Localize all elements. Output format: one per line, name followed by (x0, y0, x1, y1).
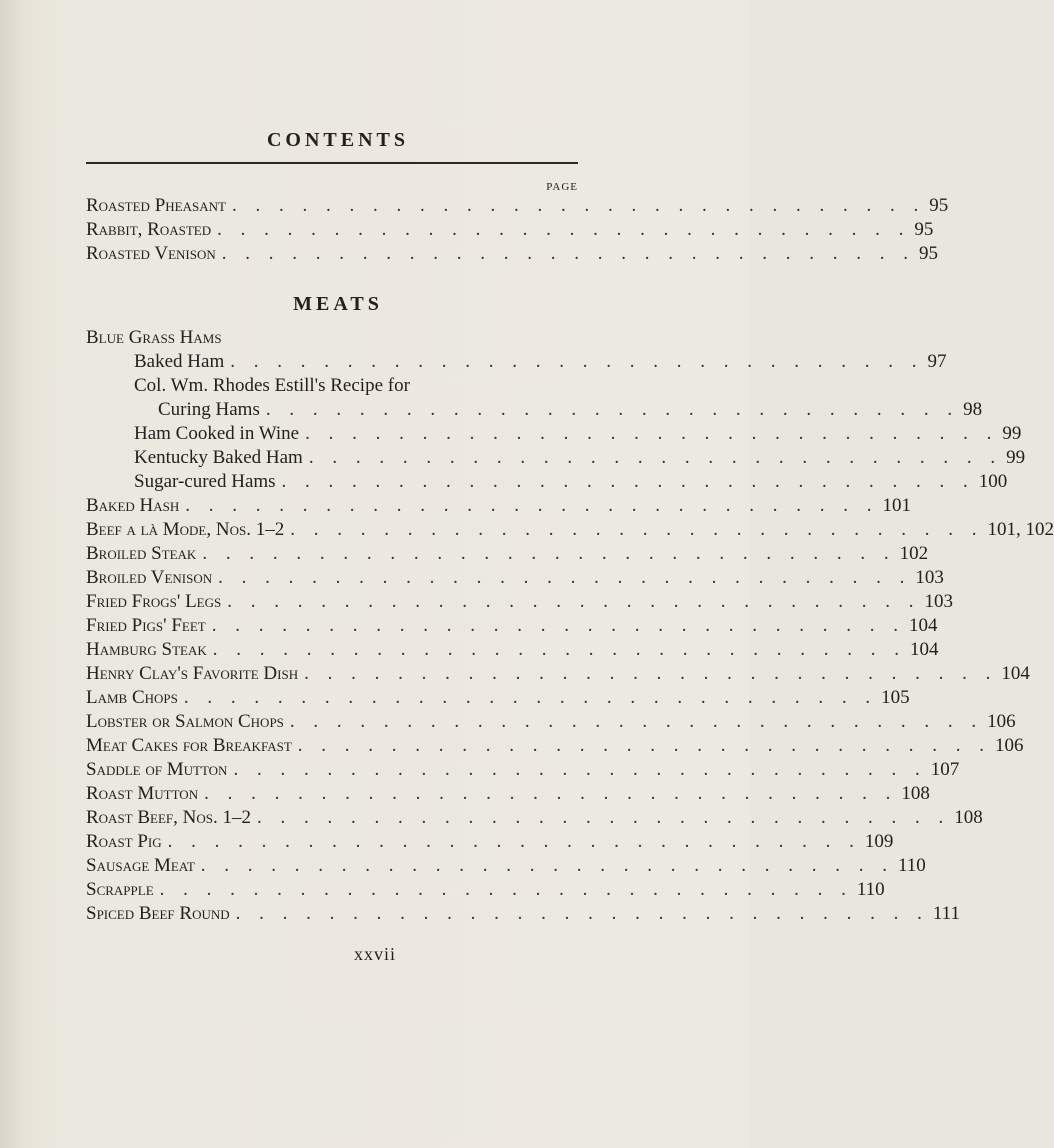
page-folio: xxvii (353, 944, 396, 964)
leader-dots: . . . . . . . . . . . . . . . . . . . . . . . . . . . . . . (233, 759, 927, 780)
leader-dots: . . . . . . . . . . . . . . . . . . . . . . . . . . . . . . (218, 567, 912, 588)
list-item (86, 830, 894, 854)
list-item (86, 218, 934, 242)
entry-title: Lobster or Salmon Chops (86, 711, 284, 732)
entry-title: Ham Cooked in Wine (134, 423, 300, 444)
entry-title: Roasted Pheasant (86, 195, 226, 216)
leader-dots: . . . . . . . . . . . . . . . . . . . . . . . . . . . . . . (235, 903, 929, 924)
list-item (86, 638, 939, 662)
entry-title: Roasted Venison (86, 243, 216, 264)
list-item (86, 734, 1024, 758)
list-item (86, 494, 912, 518)
group-title: Blue Grass Hams (86, 327, 222, 348)
entry-title: Hamburg Steak (86, 639, 207, 660)
list-item (86, 614, 938, 638)
list-item (86, 902, 960, 926)
entry-page: 106 (987, 711, 1016, 732)
leader-dots: . . . . . . . . . . . . . . . . . . . . . . . . . . . . . . (217, 219, 911, 240)
entry-title: Broiled Steak (86, 543, 197, 564)
leader-dots: . . . . . . . . . . . . . . . . . . . . . . . . . . . . . . (304, 663, 998, 684)
leader-dots: . . . . . . . . . . . . . . . . . . . . . . . . . . . . . . (200, 855, 895, 876)
entry-title: Beef a là Mode, Nos. 1–2 (86, 519, 285, 540)
entry-page: 99 (1006, 447, 1026, 468)
entry-page: 109 (864, 831, 894, 852)
entry-page: 104 (910, 639, 939, 660)
entry-title: Rabbit, Roasted (86, 219, 212, 240)
entry-page: 98 (963, 399, 983, 420)
entry-title: Roast Pig (86, 831, 162, 852)
entry-title: Spiced Beef Round (86, 903, 230, 924)
entry-page: 101, 102 (987, 519, 1054, 540)
entry-page: 97 (927, 351, 947, 372)
list-item (86, 758, 960, 782)
leader-dots: . . . . . . . . . . . . . . . . . . . . . . . . . . . . . . (211, 615, 905, 636)
list-item (86, 854, 926, 878)
entry-title: Kentucky Baked Ham (134, 447, 303, 468)
leader-dots: . . . . . . . . . . . . . . . . . . . . . . . . . . . . . . (281, 471, 975, 492)
meats-entries (86, 326, 1026, 494)
leader-dots: . . . . . . . . . . . . . . . . . . . . . . . . . . . . . . (305, 423, 999, 444)
entry-page: 107 (930, 759, 960, 780)
contents-column (86, 124, 1054, 926)
leader-dots: . . . . . . . . . . . . . . . . . . . . . . . . . . . . . . (230, 351, 924, 372)
leader-dots: . . . . . . . . . . . . . . . . . . . . . . . . . . . . . . (204, 783, 898, 804)
entry-title: Roast Mutton (86, 783, 199, 804)
leader-dots: . . . . . . . . . . . . . . . . . . . . . . . . . . . . . . (183, 687, 878, 708)
leader-dots: . . . . . . . . . . . . . . . . . . . . . . . . . . . . . . (289, 711, 984, 732)
entry-title: Saddle of Mutton (86, 759, 228, 780)
entry-page: 100 (978, 471, 1008, 492)
entry-page: 110 (898, 855, 926, 876)
heading-rule (86, 162, 578, 164)
entry-title: Sausage Meat (86, 855, 195, 876)
entry-title: Curing Hams (158, 399, 260, 420)
entry-page: 110 (856, 879, 885, 900)
leader-dots: . . . . . . . . . . . . . . . . . . . . . . . . . . . . . . (290, 519, 984, 540)
entry-page: 103 (915, 567, 944, 588)
entry-title: Roast Beef, Nos. 1–2 (86, 807, 251, 828)
entry-page: 105 (881, 687, 910, 708)
entry-page: 104 (908, 615, 938, 636)
meats-alpha-entries (86, 494, 1054, 926)
list-item (86, 662, 1030, 686)
leader-dots: . . . . . . . . . . . . . . . . . . . . . . . . . . . . . . (212, 639, 907, 660)
leader-dots: . . . . . . . . . . . . . . . . . . . . . . . . . . . . . . (297, 735, 992, 756)
list-item (86, 782, 930, 806)
list-item (86, 446, 1026, 470)
entry-title: Henry Clay's Favorite Dish (86, 663, 299, 684)
entry-page: 99 (1002, 423, 1022, 444)
entry-page: 108 (954, 807, 983, 828)
list-item (86, 878, 885, 902)
entry-title: Fried Frogs' Legs (86, 591, 222, 612)
entry-page: 95 (919, 243, 938, 264)
entry-page: 102 (899, 543, 929, 564)
entry-page: 104 (1001, 663, 1030, 684)
entry-title: Lamb Chops (86, 687, 178, 708)
leader-dots: . . . . . . . . . . . . . . . . . . . . . . . . . . . . . . (308, 447, 1003, 468)
leader-dots: . . . . . . . . . . . . . . . . . . . . . . . . . . . . . . (257, 807, 951, 828)
list-item (86, 710, 1016, 734)
list-item (86, 194, 949, 218)
leader-dots: . . . . . . . . . . . . . . . . . . . . . . . . . . . . . . (185, 495, 879, 516)
page-column-label: PAGE (546, 181, 578, 193)
group-title-row (86, 326, 578, 350)
list-item (86, 422, 1022, 446)
list-item (86, 518, 1054, 542)
meats-heading: MEATS (293, 293, 383, 315)
list-item (86, 806, 983, 830)
entry-title: Broiled Venison (86, 567, 213, 588)
leader-dots: . . . . . . . . . . . . . . . . . . . . . . . . . . . . . . (202, 543, 896, 564)
entry-title: Baked Ham (134, 351, 225, 372)
leader-dots: . . . . . . . . . . . . . . . . . . . . . . . . . . . . . . (167, 831, 861, 852)
entry-page: 106 (995, 735, 1024, 756)
entry-title: Fried Pigs' Feet (86, 615, 206, 636)
list-item (86, 374, 578, 398)
list-item (86, 242, 938, 266)
list-item (86, 542, 929, 566)
entry-page: 111 (932, 903, 960, 924)
list-item (86, 470, 1008, 494)
leader-dots: . . . . . . . . . . . . . . . . . . . . . . . . . . . . . . (227, 591, 921, 612)
list-item (86, 350, 947, 374)
entry-page: 95 (929, 195, 949, 216)
entry-title: Baked Hash (86, 495, 180, 516)
entry-page: 95 (914, 219, 934, 240)
entry-page: 101 (882, 495, 912, 516)
list-item (86, 590, 953, 614)
entry-title: Meat Cakes for Breakfast (86, 735, 292, 756)
list-item (86, 398, 983, 422)
entry-page: 108 (901, 783, 930, 804)
entry-page: 103 (924, 591, 953, 612)
list-item (86, 686, 910, 710)
contents-heading: CONTENTS (266, 129, 410, 151)
leader-dots: . . . . . . . . . . . . . . . . . . . . . . . . . . . . . . (159, 879, 853, 900)
entry-title: Sugar-cured Hams (134, 471, 276, 492)
leader-dots: . . . . . . . . . . . . . . . . . . . . . . . . . . . . . . (221, 243, 915, 264)
leader-dots: . . . . . . . . . . . . . . . . . . . . . . . . . . . . . . (231, 195, 926, 216)
top-entries (86, 194, 949, 266)
leader-dots: . . . . . . . . . . . . . . . . . . . . . . . . . . . . . . (265, 399, 960, 420)
entry-title: Scrapple (86, 879, 154, 900)
list-item (86, 566, 944, 590)
entry-title: Col. Wm. Rhodes Estill's Recipe for (134, 375, 410, 396)
